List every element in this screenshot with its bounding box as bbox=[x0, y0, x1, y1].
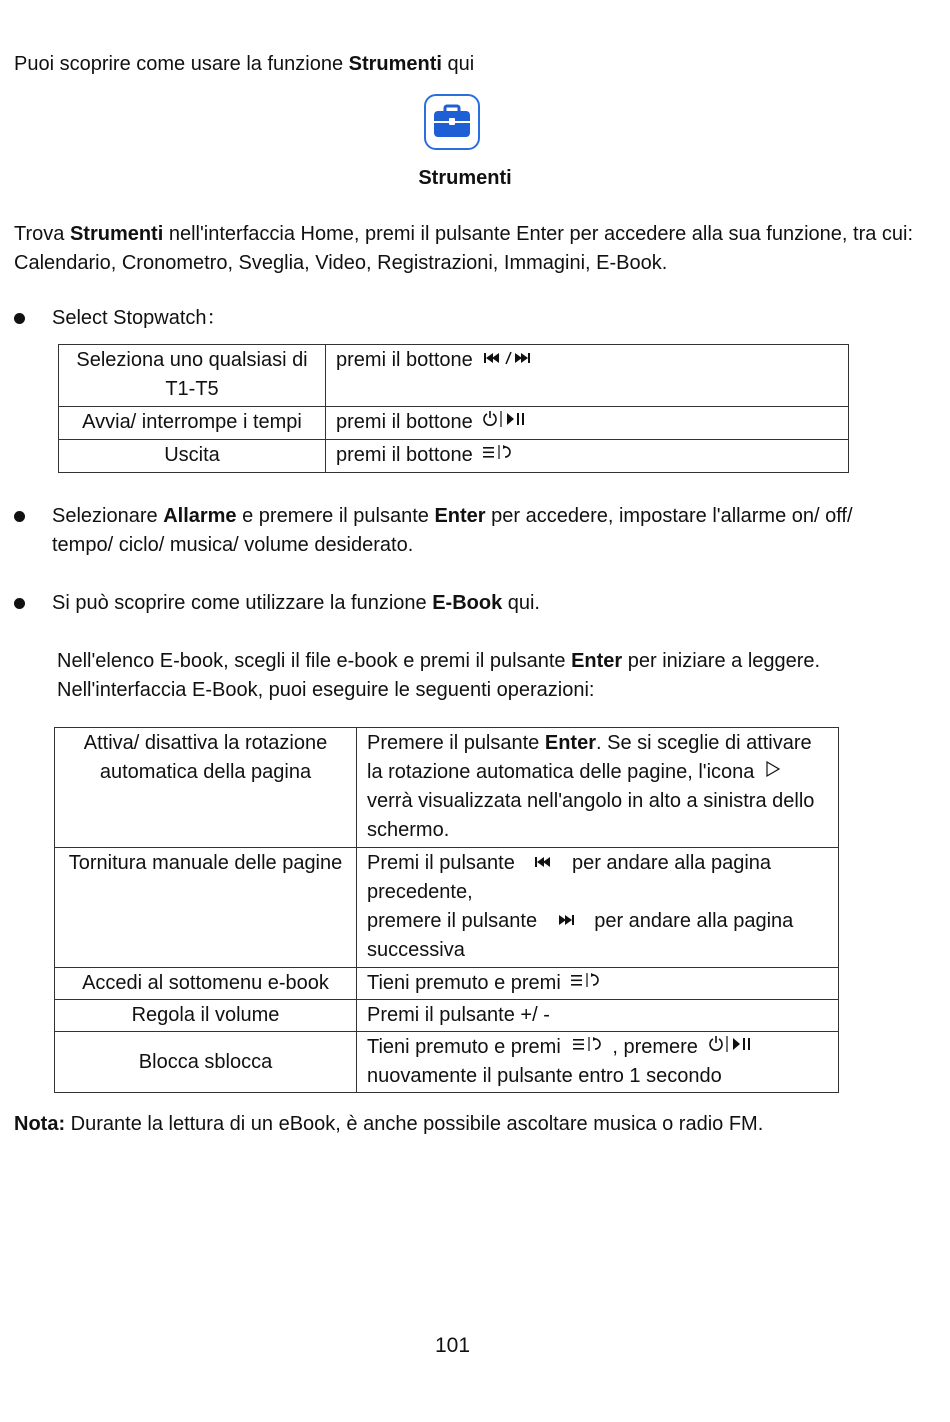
table-row bbox=[59, 440, 849, 473]
previous-icon bbox=[534, 849, 552, 878]
bullet-dot bbox=[14, 313, 25, 324]
table-cell: Uscita bbox=[59, 440, 326, 473]
toolbox-icon bbox=[424, 94, 480, 150]
table-cell: Tornitura manuale delle pagine bbox=[55, 848, 357, 968]
ebook-table bbox=[54, 727, 839, 1093]
table-cell: Tieni premuto e premi , premere nuovamente il pulsante entro 1 secondo bbox=[357, 1032, 839, 1093]
table-row bbox=[55, 1032, 839, 1093]
table-cell: premi il bottone bbox=[326, 407, 849, 440]
table-row bbox=[55, 728, 839, 848]
table-cell: Tieni premuto e premi bbox=[357, 968, 839, 1000]
table-row bbox=[59, 345, 849, 407]
play-outline-icon bbox=[764, 758, 782, 787]
bullet-stopwatch: Select Stopwatch： bbox=[52, 307, 227, 329]
menu-back-icon bbox=[570, 969, 608, 998]
bullet-alarm: Selezionare Allarme e premere il pulsante Enter per accedere, impostare l'allarme on/ off/ tempo/ ciclo/ musica/ volume desiderato. bbox=[52, 505, 853, 556]
table-row bbox=[55, 968, 839, 1000]
table-cell: Accedi al sottomenu e-book bbox=[55, 968, 357, 1000]
power-playpause-icon bbox=[708, 1033, 756, 1062]
table-cell: Attiva/ disattiva la rotazione automatica della pagina bbox=[55, 728, 357, 848]
table-row bbox=[59, 407, 849, 440]
page-number: 101 bbox=[434, 1334, 471, 1357]
table-cell: Premi il pulsante +/ - bbox=[357, 1000, 839, 1032]
table-cell: premi il bottone bbox=[326, 345, 849, 407]
table-cell: Regola il volume bbox=[55, 1000, 357, 1032]
table-row bbox=[55, 848, 839, 968]
intro-text: Puoi scoprire come usare la funzione Strumenti qui bbox=[14, 53, 475, 75]
note-text: Nota: Durante la lettura di un eBook, è anche possibile ascoltare musica o radio FM. bbox=[14, 1113, 764, 1135]
stopwatch-table bbox=[58, 344, 849, 473]
prev-next-icon bbox=[482, 346, 534, 375]
menu-back-icon bbox=[482, 441, 520, 470]
find-paragraph: Trova Strumenti nell'interfaccia Home, premi il pulsante Enter per accedere alla sua funzione, tra cui: Calendario, Cronometro, Sveglia, Video, Registrazioni, Immagini, E-Book. bbox=[14, 223, 914, 274]
bullet-ebook: Si può scoprire come utilizzare la funzione E-Book qui. bbox=[52, 592, 540, 614]
bullet-dot bbox=[14, 598, 25, 609]
table-cell: Premere il pulsante Enter. Se si sceglie di attivare la rotazione automatica delle pagine, l'icona verrà visualizzata nell'angolo in alto a sinistra dello schermo. bbox=[357, 728, 839, 848]
table-cell: Seleziona uno qualsiasi di T1-T5 bbox=[59, 345, 326, 407]
bullet-dot bbox=[14, 511, 25, 522]
power-playpause-icon bbox=[482, 408, 530, 437]
next-icon bbox=[557, 907, 575, 936]
table-cell: Blocca sblocca bbox=[55, 1032, 357, 1093]
tool-caption: Strumenti bbox=[418, 167, 512, 189]
menu-back-icon bbox=[572, 1033, 610, 1062]
table-cell: premi il bottone bbox=[326, 440, 849, 473]
table-row bbox=[55, 1000, 839, 1032]
table-cell: Avvia/ interrompe i tempi bbox=[59, 407, 326, 440]
table-cell: Premi il pulsante per andare alla pagina precedente, premere il pulsante per andare alla pagina successiva bbox=[357, 848, 839, 968]
ebook-intro: Nell'elenco E-book, scegli il file e-book e premi il pulsante Enter per iniziare a leggere. Nell'interfaccia E-Book, puoi eseguire le seguenti operazioni: bbox=[57, 650, 821, 701]
